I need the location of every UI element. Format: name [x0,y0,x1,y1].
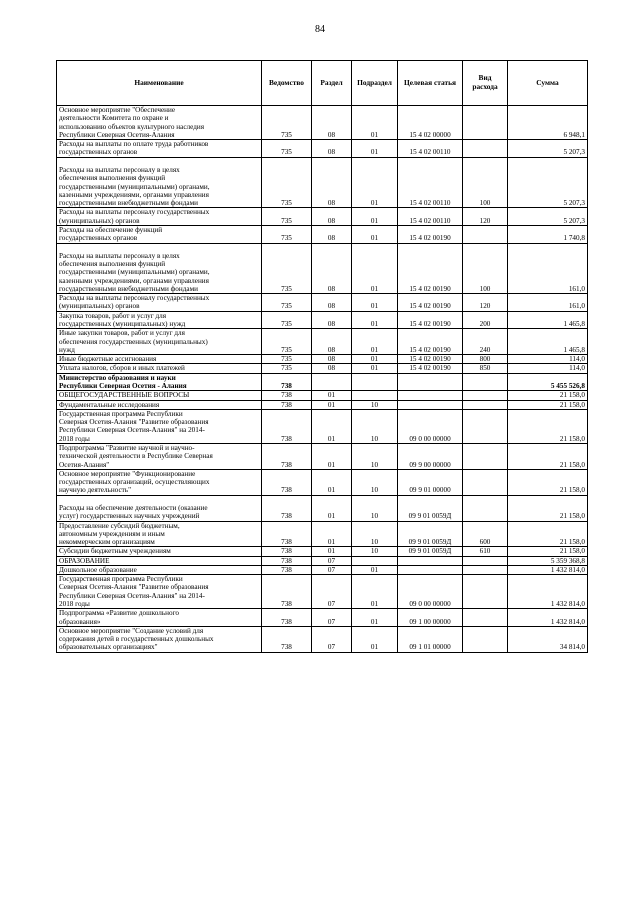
row-name: Расходы на выплаты персоналу государственных (муниципальных) органов [57,294,262,312]
row-amount: 1 432 814,0 [508,609,588,627]
table-row [57,409,588,443]
row-dept: 735 [262,106,312,140]
table-row [57,208,588,226]
row-target: 15 4 02 00110 [398,208,463,226]
table-row [57,547,588,556]
row-dept: 735 [262,364,312,373]
row-name: Подпрограмма "Развитие научной и научно- технической деятельности в Республике Северная Осетия-Алания" [57,443,262,469]
row-subsection: 01 [352,329,398,355]
table-row [57,400,588,409]
row-dept: 738 [262,547,312,556]
row-exp-type [463,400,508,409]
row-target: 15 4 02 00190 [398,311,463,329]
row-section: 01 [312,391,352,400]
row-amount: 21 158,0 [508,495,588,521]
row-amount: 21 158,0 [508,521,588,547]
row-exp-type: 120 [463,208,508,226]
row-name: Подпрограмма «Развитие дошкольного образования» [57,609,262,627]
row-target [398,400,463,409]
row-subsection: 01 [352,575,398,609]
row-exp-type [463,140,508,158]
row-target: 15 4 02 00000 [398,106,463,140]
row-section: 08 [312,225,352,243]
row-amount: 34 814,0 [508,626,588,652]
row-exp-type [463,373,508,391]
table-row [57,373,588,391]
row-amount: 5 207,3 [508,208,588,226]
table-row [57,609,588,627]
row-dept: 738 [262,521,312,547]
table-row [57,364,588,373]
row-subsection: 10 [352,469,398,495]
table-body [57,106,588,653]
row-dept: 738 [262,626,312,652]
row-subsection: 10 [352,495,398,521]
row-target: 15 4 02 00110 [398,157,463,208]
row-name: Государственная программа Республики Северная Осетия-Алания "Развитие образования Республики Северная Осетия-Алания" на 2014- 2018 годы [57,575,262,609]
row-exp-type [463,225,508,243]
row-amount: 21 158,0 [508,469,588,495]
row-section: 07 [312,626,352,652]
row-exp-type [463,391,508,400]
table-row [57,391,588,400]
row-target [398,391,463,400]
row-exp-type [463,409,508,443]
row-section: 07 [312,565,352,574]
row-name: Расходы на выплаты персоналу государственных (муниципальных) органов [57,208,262,226]
row-amount: 21 158,0 [508,547,588,556]
table-row [57,157,588,208]
row-subsection [352,373,398,391]
table-row [57,225,588,243]
row-section: 07 [312,575,352,609]
row-amount: 114,0 [508,364,588,373]
row-section: 01 [312,469,352,495]
row-target: 09 0 00 00000 [398,409,463,443]
row-section: 01 [312,443,352,469]
row-amount: 161,0 [508,243,588,294]
header-section: Раздел [312,61,352,106]
row-dept: 738 [262,565,312,574]
row-subsection: 10 [352,443,398,469]
row-amount: 1 465,8 [508,311,588,329]
row-section: 08 [312,157,352,208]
row-subsection [352,556,398,565]
row-name: Основное мероприятие "Обеспечение деятельности Комитета по охране и использованию объектов культурного наследия Республики Северная Осетия-Алания [57,106,262,140]
row-amount: 5 207,3 [508,157,588,208]
row-dept: 735 [262,294,312,312]
row-subsection: 01 [352,208,398,226]
row-dept: 738 [262,409,312,443]
row-subsection: 10 [352,547,398,556]
row-exp-type [463,626,508,652]
row-exp-type: 850 [463,364,508,373]
row-dept: 738 [262,443,312,469]
row-dept: 738 [262,556,312,565]
row-name: Иные закупки товаров, работ и услуг для обеспечения государственных (муниципальных) нужд [57,329,262,355]
row-amount: 1 432 814,0 [508,575,588,609]
row-section: 08 [312,364,352,373]
row-subsection: 01 [352,243,398,294]
row-target: 15 4 02 00190 [398,225,463,243]
row-section: 08 [312,140,352,158]
row-name: ОБРАЗОВАНИЕ [57,556,262,565]
row-name: Предоставление субсидий бюджетным, автономным учреждениям и иным некоммерческим организациям [57,521,262,547]
row-amount: 6 948,1 [508,106,588,140]
row-section: 08 [312,294,352,312]
row-subsection: 01 [352,626,398,652]
row-dept: 738 [262,400,312,409]
row-amount: 5 207,3 [508,140,588,158]
row-amount: 5 359 368,8 [508,556,588,565]
row-name: Расходы на обеспечение функций государственных органов [57,225,262,243]
row-exp-type: 100 [463,157,508,208]
row-dept: 735 [262,140,312,158]
row-target: 09 9 01 0059Д [398,521,463,547]
row-target: 09 0 00 00000 [398,575,463,609]
row-section: 07 [312,556,352,565]
table-row [57,106,588,140]
table-row [57,495,588,521]
row-dept: 735 [262,329,312,355]
row-subsection: 01 [352,311,398,329]
row-section: 08 [312,311,352,329]
budget-table [56,60,588,653]
row-exp-type: 800 [463,355,508,364]
table-row [57,521,588,547]
row-exp-type [463,106,508,140]
row-amount: 1 465,8 [508,329,588,355]
row-target: 15 4 02 00190 [398,243,463,294]
row-dept: 738 [262,469,312,495]
row-exp-type: 600 [463,521,508,547]
row-target: 15 4 02 00110 [398,140,463,158]
header-name: Наименование [57,61,262,106]
row-name: Основное мероприятие "Функционирование государственных организаций, осуществляющих научную деятельность" [57,469,262,495]
row-subsection: 01 [352,157,398,208]
row-exp-type [463,575,508,609]
row-dept: 738 [262,575,312,609]
row-name: Министерство образования и науки Республики Северная Осетия - Алания [57,373,262,391]
row-name: Субсидии бюджетным учреждениям [57,547,262,556]
row-exp-type [463,556,508,565]
row-subsection: 01 [352,140,398,158]
row-dept: 738 [262,391,312,400]
row-target: 09 1 00 00000 [398,609,463,627]
row-target: 09 1 01 00000 [398,626,463,652]
row-target: 09 9 01 0059Д [398,547,463,556]
row-dept: 735 [262,311,312,329]
row-name: Дошкольное образование [57,565,262,574]
row-name: Государственная программа Республики Северная Осетия-Алания "Развитие образования Республики Северная Осетия-Алания" на 2014- 2018 годы [57,409,262,443]
row-exp-type: 120 [463,294,508,312]
row-dept: 738 [262,609,312,627]
row-target [398,373,463,391]
row-section: 01 [312,521,352,547]
row-subsection: 10 [352,409,398,443]
row-target: 15 4 02 00190 [398,355,463,364]
row-target: 09 9 01 0059Д [398,495,463,521]
row-section: 08 [312,355,352,364]
row-amount: 114,0 [508,355,588,364]
row-exp-type [463,565,508,574]
row-target: 15 4 02 00190 [398,294,463,312]
row-target [398,565,463,574]
page-number: 84 [315,24,325,35]
row-subsection: 10 [352,521,398,547]
row-section: 08 [312,106,352,140]
table-row [57,329,588,355]
header-subsection: Подраздел [352,61,398,106]
table-row [57,243,588,294]
row-amount: 5 455 526,8 [508,373,588,391]
header-exp-type: Вид расхода [463,61,508,106]
row-exp-type: 610 [463,547,508,556]
row-subsection: 01 [352,565,398,574]
table-header-row [57,61,588,106]
row-exp-type [463,469,508,495]
table-row [57,626,588,652]
row-name: Расходы на выплаты персоналу в целях обеспечения выполнения функций государственными (муниципальными) органами, казенными учреждениями, органами управления государственными внебюджетными фондами [57,157,262,208]
table-row [57,294,588,312]
row-exp-type [463,609,508,627]
row-name: Закупка товаров, работ и услуг для государственных (муниципальных) нужд [57,311,262,329]
row-name: Фундаментальные исследования [57,400,262,409]
row-exp-type: 100 [463,243,508,294]
table-row [57,355,588,364]
header-amount: Сумма [508,61,588,106]
row-subsection: 10 [352,400,398,409]
row-amount: 21 158,0 [508,400,588,409]
row-amount: 161,0 [508,294,588,312]
row-section: 01 [312,409,352,443]
row-name: Иные бюджетные ассигнования [57,355,262,364]
table-row [57,575,588,609]
row-subsection: 01 [352,294,398,312]
row-amount: 21 158,0 [508,391,588,400]
row-section [312,373,352,391]
row-exp-type: 240 [463,329,508,355]
header-target: Целевая статья [398,61,463,106]
row-subsection: 01 [352,364,398,373]
row-name: Расходы на выплаты по оплате труда работников государственных органов [57,140,262,158]
row-dept: 735 [262,225,312,243]
row-section: 08 [312,208,352,226]
row-dept: 735 [262,208,312,226]
row-target: 09 9 01 00000 [398,469,463,495]
row-section: 01 [312,547,352,556]
row-dept: 735 [262,355,312,364]
row-section: 01 [312,400,352,409]
row-exp-type [463,495,508,521]
row-name: Основное мероприятие "Создание условий для содержания детей в государственных дошкольных образовательных организациях" [57,626,262,652]
row-amount: 1 740,8 [508,225,588,243]
row-section: 01 [312,495,352,521]
row-subsection: 01 [352,609,398,627]
row-exp-type: 200 [463,311,508,329]
row-target: 15 4 02 00190 [398,329,463,355]
table-row [57,565,588,574]
header-dept: Ведомство [262,61,312,106]
row-name: Уплата налогов, сборов и иных платежей [57,364,262,373]
row-dept: 738 [262,373,312,391]
table-row [57,469,588,495]
row-subsection [352,391,398,400]
row-section: 08 [312,329,352,355]
row-subsection: 01 [352,106,398,140]
row-section: 07 [312,609,352,627]
row-amount: 1 432 814,0 [508,565,588,574]
row-section: 08 [312,243,352,294]
row-name: Расходы на обеспечение деятельности (оказание услуг) государственных научных учреждений [57,495,262,521]
row-target [398,556,463,565]
row-target: 15 4 02 00190 [398,364,463,373]
table-row [57,311,588,329]
row-subsection: 01 [352,355,398,364]
row-exp-type [463,443,508,469]
table-row [57,443,588,469]
row-name: ОБЩЕГОСУДАРСТВЕННЫЕ ВОПРОСЫ [57,391,262,400]
table-row [57,556,588,565]
row-target: 09 9 00 00000 [398,443,463,469]
table-row [57,140,588,158]
row-amount: 21 158,0 [508,443,588,469]
row-name: Расходы на выплаты персоналу в целях обеспечения выполнения функций государственными (муниципальными) органами, казенными учреждениями, органами управления государственными внебюджетными фондами [57,243,262,294]
row-subsection: 01 [352,225,398,243]
row-dept: 735 [262,157,312,208]
row-amount: 21 158,0 [508,409,588,443]
row-dept: 738 [262,495,312,521]
row-dept: 735 [262,243,312,294]
